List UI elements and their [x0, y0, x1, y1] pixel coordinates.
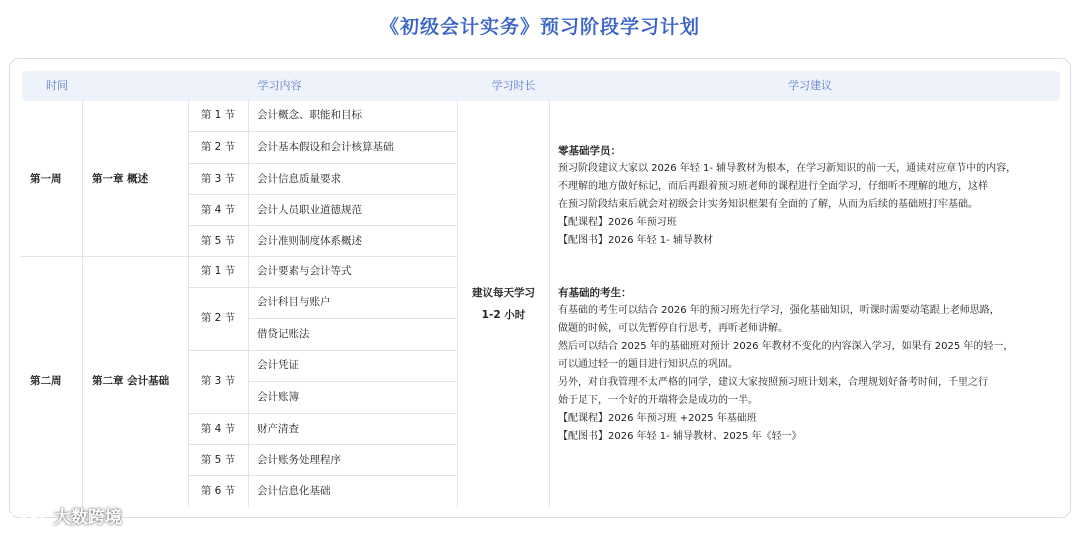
section-label: 第 1 节	[200, 109, 236, 121]
week-2-chapter: 第二章 会计基础	[92, 375, 170, 387]
grid-divider	[188, 444, 457, 445]
grid-divider	[188, 163, 457, 164]
topic-item: 会计基本假设和会计核算基础	[257, 141, 394, 153]
topic-item: 会计科目与账户	[257, 296, 331, 308]
grid-divider	[188, 350, 457, 351]
section-label: 第 5 节	[200, 454, 236, 466]
section-label: 第 2 节	[200, 312, 236, 324]
header-duration: 学习时长	[491, 79, 536, 92]
grid-divider	[248, 381, 457, 382]
daily-duration	[457, 282, 550, 326]
advice-line: 不理解的地方做好标记，而后再跟着预习班老师的课程进行全面学习，仔细听不理解的地方，这样	[558, 181, 988, 192]
advice-line: 【配图书】2026 年轻 1- 辅导教材、2025 年《轻一》	[558, 431, 802, 442]
advice-line: 然后可以结合 2025 年的基础班对预计 2026 年教材不变化的内容深入学习，如果有 2025 年的轻一，	[558, 341, 1014, 352]
topic-item: 会计信息质量要求	[257, 173, 341, 185]
header-content: 学习内容	[257, 79, 302, 92]
section-label: 第 4 节	[200, 204, 236, 216]
advice-line: 【配图书】2026 年轻 1- 辅导教材	[558, 235, 713, 246]
advice-line: 在预习阶段结束后就会对初级会计实务知识框架有全面的了解，从而为后续的基础班打牢基础。	[558, 199, 978, 210]
section-label: 第 1 节	[200, 265, 236, 277]
duration-line-2: 1-2 小时	[481, 309, 526, 321]
section-label: 第 4 节	[200, 423, 236, 435]
page-title: 《初级会计实务》预习阶段学习计划	[379, 16, 700, 38]
grid-divider	[188, 475, 457, 476]
grid-divider	[188, 287, 457, 288]
topic-item: 会计要素与会计等式	[257, 265, 352, 277]
watermark-text: 大数跨境	[53, 508, 122, 528]
advice-experienced-title: 有基础的考生：	[558, 287, 632, 299]
section-label: 第 5 节	[200, 235, 236, 247]
advice-line: 另外，对自我管理不太严格的同学，建议大家按照预习班计划来，合理规划好备考时间，千里之行	[558, 377, 988, 388]
grid-divider	[248, 100, 249, 507]
source-watermark	[8, 503, 122, 528]
advice-beginner	[558, 142, 1054, 250]
section-label: 第 2 节	[200, 141, 236, 153]
grid-divider	[188, 256, 457, 257]
advice-line: 预习阶段建议大家以 2026 年轻 1- 辅导教材为根本，在学习新知识的前一天，通读对应章节中的内容，	[558, 163, 1017, 174]
header-advice: 学习建议	[788, 79, 832, 92]
grid-divider	[248, 318, 457, 319]
week-2-label: 第二周	[30, 375, 62, 387]
topic-item: 会计人员职业道德规范	[257, 204, 362, 216]
grid-divider	[188, 100, 189, 507]
advice-line: 【配课程】2026 年预习班 +2025 年基础班	[558, 413, 757, 424]
advice-line: 有基础的考生可以结合 2026 年的预习班先行学习，强化基础知识，听课时需要动笔跟上老师思路，	[558, 305, 1000, 316]
section-label: 第 3 节	[200, 375, 236, 387]
advice-line: 始于足下，一个好的开端将会是成功的一半。	[558, 395, 758, 406]
topic-item: 会计概念、职能和目标	[257, 109, 362, 121]
duration-line-1: 建议每天学习	[472, 287, 535, 299]
topic-item: 会计账务处理程序	[257, 454, 341, 466]
grid-divider	[188, 131, 457, 132]
table-header	[22, 71, 1060, 101]
topic-item: 会计账簿	[257, 391, 299, 403]
grid-divider	[82, 100, 83, 507]
grid-divider	[20, 256, 188, 257]
section-label: 第 6 节	[200, 485, 236, 497]
topic-item: 会计准则制度体系概述	[257, 235, 362, 247]
advice-line: 做题的时候，可以先暂停自行思考，再听老师讲解。	[558, 323, 788, 334]
grid-divider	[188, 194, 457, 195]
topic-item: 会计信息化基础	[257, 485, 331, 497]
topic-item: 会计凭证	[257, 359, 299, 371]
header-time: 时间	[46, 79, 68, 92]
advice-line: 【配课程】2026 年预习班	[558, 217, 677, 228]
watermark-logo-icon	[8, 508, 48, 528]
grid-divider	[188, 413, 457, 414]
topic-item: 财产清查	[257, 423, 299, 435]
week-1-label: 第一周	[30, 173, 62, 185]
week-1-chapter: 第一章 概述	[92, 173, 149, 185]
advice-experienced	[558, 284, 1054, 446]
grid-divider	[188, 225, 457, 226]
section-label: 第 3 节	[200, 173, 236, 185]
advice-beginner-title: 零基础学员：	[558, 145, 621, 157]
topic-item: 借贷记账法	[257, 328, 310, 340]
advice-line: 可以通过轻一的题目进行知识点的巩固。	[558, 359, 738, 370]
